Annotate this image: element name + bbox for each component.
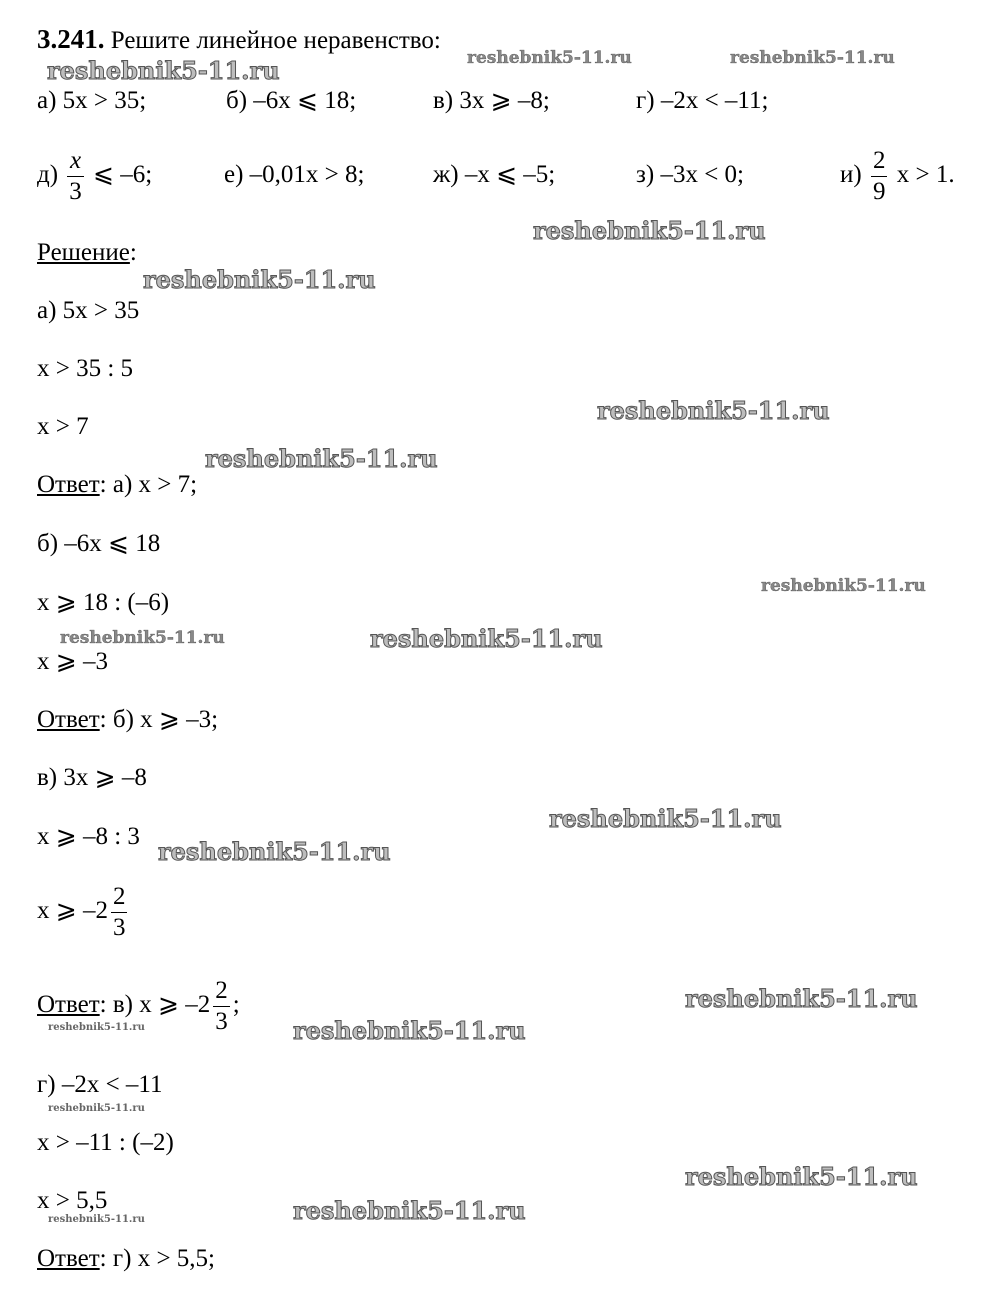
solution-g-line1: г) –2х < –11 [37, 1071, 163, 1098]
subproblem-v: в) 3х ⩾ –8; [433, 87, 550, 114]
solution-b-line2: х ⩾ 18 : (–6) [37, 589, 170, 616]
solution-v-line3 [37, 882, 130, 943]
mixed-number-whole: х ⩾ –2 [37, 897, 108, 925]
watermark: reshebnik5-11.ru [533, 216, 766, 245]
answer-v-end: ; [232, 991, 240, 1019]
subproblem-d-rest: ⩽ –6; [93, 161, 153, 189]
fraction-denominator: 3 [69, 178, 82, 205]
watermark: reshebnik5-11.ru [761, 576, 926, 596]
fraction [111, 882, 128, 943]
watermark: reshebnik5-11.ru [730, 48, 895, 68]
solution-g-line2: х > –11 : (–2) [37, 1129, 174, 1156]
solution-v-line2: х ⩾ –8 : 3 [37, 823, 140, 850]
solution-heading-colon: : [129, 239, 137, 266]
task-title [37, 24, 441, 56]
problem-statement: Решите линейное неравенство: [110, 27, 441, 54]
watermark: reshebnik5-11.ru [597, 396, 830, 425]
solution-b-line3: х ⩾ –3 [37, 648, 108, 675]
subproblem-g: г) –2х < –11; [636, 87, 769, 114]
solution-a-line1: а) 5х > 35 [37, 297, 140, 324]
subproblem-d-label: д) [37, 161, 59, 189]
watermark: reshebnik5-11.ru [158, 837, 391, 866]
solution-heading [37, 238, 137, 268]
fraction-numerator: 2 [872, 147, 886, 174]
subproblem-a: а) 5х > 35; [37, 87, 147, 114]
fraction-numerator: 2 [112, 883, 126, 910]
fraction-numerator: x [69, 147, 82, 174]
answer-g [37, 1244, 215, 1274]
solution-g-line3: х > 5,5 [37, 1187, 108, 1214]
fraction-denominator: 9 [872, 178, 886, 205]
subproblem-z: з) –3х < 0; [636, 161, 744, 188]
watermark: reshebnik5-11.ru [48, 1214, 145, 1225]
solution-v-line1: в) 3х ⩾ –8 [37, 764, 147, 791]
answer-a-value: : а) х > 7; [99, 471, 198, 498]
subproblem-zh: ж) –х ⩽ –5; [433, 161, 556, 188]
subproblem-i-rest: х > 1. [896, 161, 955, 189]
fraction-numerator: 2 [215, 977, 228, 1004]
watermark: reshebnik5-11.ru [370, 624, 603, 653]
watermark: reshebnik5-11.ru [685, 984, 918, 1013]
watermark: reshebnik5-11.ru [143, 265, 376, 294]
watermark: reshebnik5-11.ru [685, 1162, 918, 1191]
answer-b [37, 705, 218, 735]
fraction-denominator: 3 [112, 914, 126, 941]
watermark: reshebnik5-11.ru [549, 804, 782, 833]
solution-b-line1: б) –6х ⩽ 18 [37, 530, 161, 557]
solution-heading-text: Решение [37, 239, 130, 266]
fraction [871, 146, 888, 207]
watermark: reshebnik5-11.ru [293, 1196, 526, 1225]
answer-a [37, 470, 197, 500]
solution-a-line2: х > 35 : 5 [37, 355, 134, 382]
answer-g-value: : г) х > 5,5; [99, 1245, 215, 1272]
watermark: reshebnik5-11.ru [47, 56, 280, 85]
subproblem-b: б) –6х ⩽ 18; [226, 87, 357, 114]
answer-v-value: : в) х ⩾ –2 [99, 991, 211, 1019]
problem-number: 3.241. [37, 24, 105, 54]
watermark: reshebnik5-11.ru [48, 1103, 145, 1114]
answer-label: Ответ [37, 471, 100, 498]
watermark: reshebnik5-11.ru [205, 444, 438, 473]
answer-label: Ответ [37, 706, 100, 733]
fraction [213, 976, 230, 1037]
answer-label: Ответ [37, 991, 100, 1019]
watermark: reshebnik5-11.ru [467, 48, 632, 68]
subproblem-i [840, 146, 955, 207]
subproblem-d [37, 146, 152, 207]
fraction-denominator: 3 [215, 1008, 228, 1035]
watermark: reshebnik5-11.ru [60, 628, 225, 648]
watermark: reshebnik5-11.ru [48, 1022, 145, 1033]
watermark: reshebnik5-11.ru [293, 1016, 526, 1045]
fraction [67, 146, 84, 207]
answer-label: Ответ [37, 1245, 100, 1272]
answer-b-value: : б) х ⩾ –3; [99, 706, 219, 733]
subproblem-i-label: и) [840, 161, 862, 189]
solution-a-line3: х > 7 [37, 413, 89, 440]
subproblem-e: е) –0,01х > 8; [224, 161, 365, 188]
